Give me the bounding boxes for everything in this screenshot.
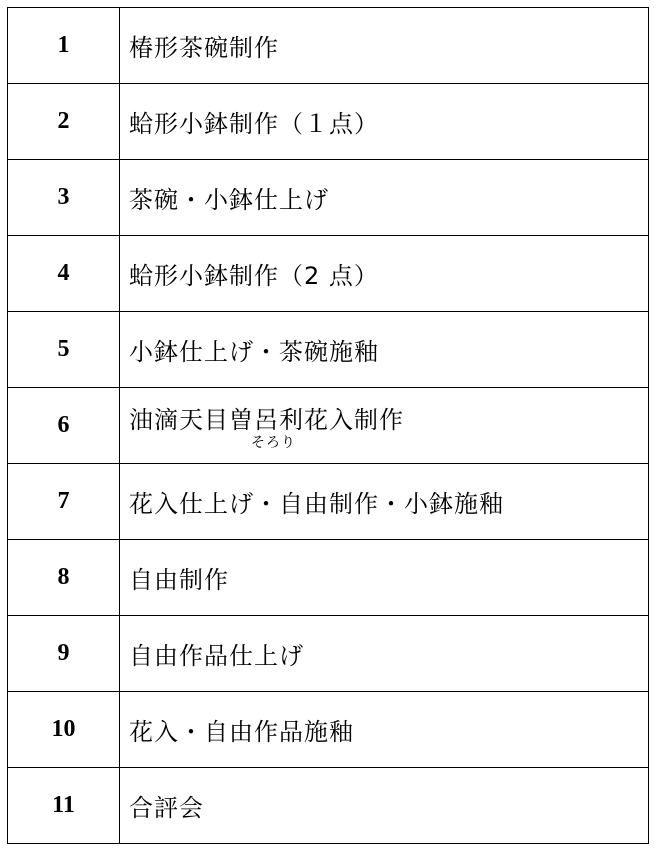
- table-row: [8, 616, 649, 692]
- session-title: 自由作品仕上げ: [129, 642, 304, 670]
- session-number: 1: [8, 8, 120, 84]
- session-number: 8: [8, 540, 120, 616]
- session-number: 5: [8, 312, 120, 388]
- table-row: [8, 768, 649, 844]
- table-row: [8, 236, 649, 312]
- table-row: [8, 388, 649, 464]
- session-title: 花入仕上げ・自由制作・小鉢施釉: [129, 490, 504, 518]
- table-row: [8, 540, 649, 616]
- session-number: 10: [8, 692, 120, 768]
- session-title: 花入・自由作品施釉: [129, 718, 354, 746]
- session-number: 3: [8, 160, 120, 236]
- session-number: 2: [8, 84, 120, 160]
- table-row: [8, 84, 649, 160]
- session-title: 合評会: [129, 794, 204, 822]
- session-title: 油滴天目曽呂利花入制作: [129, 406, 404, 434]
- session-title-container: [129, 400, 404, 451]
- session-title: 椿形茶碗制作: [129, 34, 279, 62]
- schedule-table: [7, 7, 649, 844]
- table-row: [8, 8, 649, 84]
- furigana-note: そろり: [251, 435, 296, 451]
- session-title: 茶碗・小鉢仕上げ: [129, 186, 329, 214]
- session-title: 蛤形小鉢制作（2 点）: [129, 262, 379, 290]
- session-number: 9: [8, 616, 120, 692]
- schedule-table-body: [8, 8, 649, 844]
- session-number: 11: [8, 768, 120, 844]
- table-row: [8, 160, 649, 236]
- session-number: 6: [8, 388, 120, 464]
- table-row: [8, 692, 649, 768]
- session-title: 蛤形小鉢制作（１点）: [129, 110, 379, 138]
- table-row: [8, 464, 649, 540]
- table-row: [8, 312, 649, 388]
- session-title: 小鉢仕上げ・茶碗施釉: [129, 338, 379, 366]
- session-title: 自由制作: [129, 566, 229, 594]
- session-number: 4: [8, 236, 120, 312]
- session-number: 7: [8, 464, 120, 540]
